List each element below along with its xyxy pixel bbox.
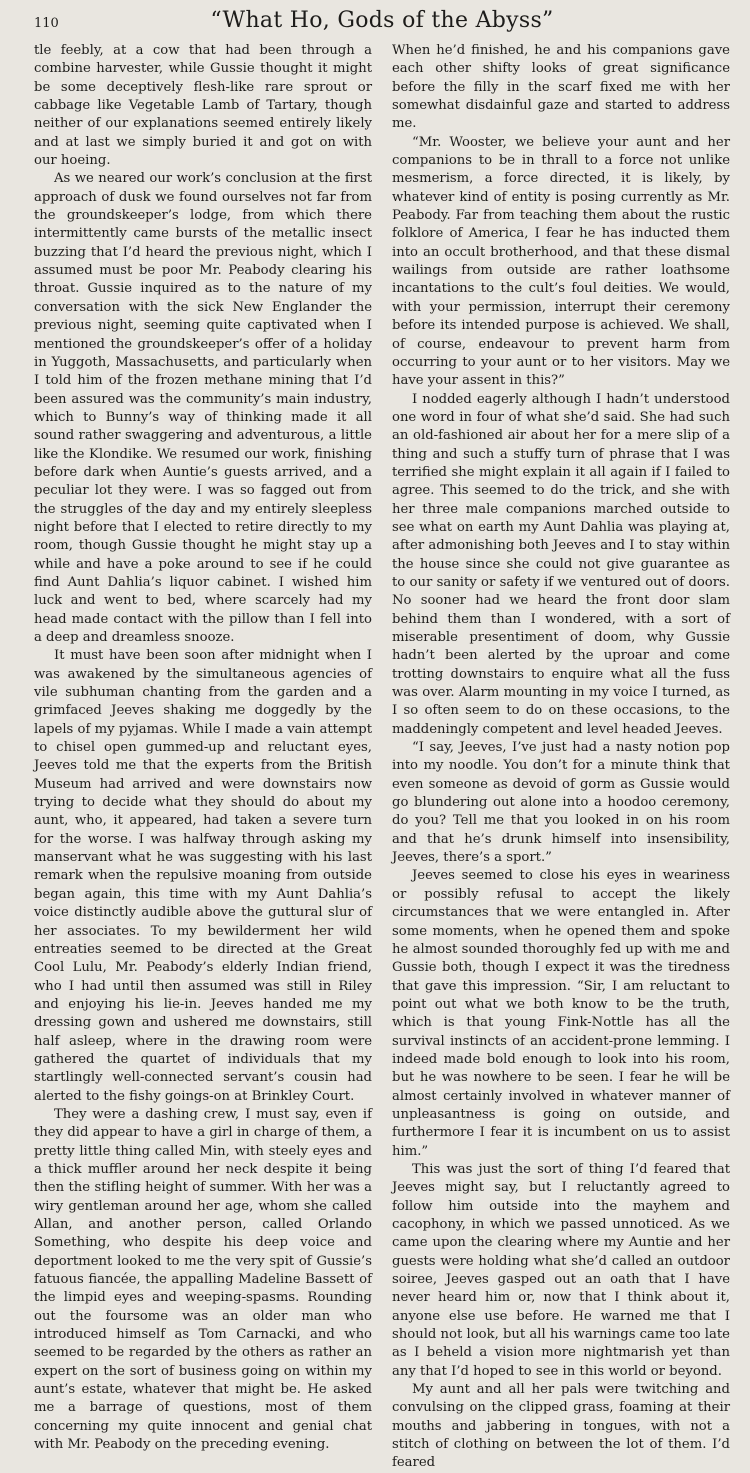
paragraph: “I say, Jeeves, I’ve just had a nasty notion pop into my noodle. You don’t for a minute think that even someone as devoid of gorm as Gussie would go blundering out alone into a hoodoo ceremony, do you? Tell me that you looked in on his room and that he’s drunk himself into insensibility, Jeeves, there’s a sport.”	[392, 740, 730, 866]
running-title: “What Ho, Gods of the Abyss”	[210, 8, 554, 33]
paragraph: Jeeves seemed to close his eyes in weariness or possibly refusal to accept the likely circumstances that we were entangled in. After some moments, when he opened them and spoke he almost sounded thoroughly fed up with me and Gussie both, though I expect it was the tiredness that gave this impression. “Sir, I am reluctant to point out what we both know to be the truth, which is that young Fink-Nottle has all the survival instincts of an accident-prone lemming. I indeed made bold enough to look into his room, but he was nowhere to be seen. I fear he will be almost certainly involved in whatever manner of unpleasantness is going on outside, and furthermore I fear it is incumbent on us to assist him.”	[392, 868, 730, 1159]
page-header	[34, 8, 730, 38]
paragraph: I nodded eagerly although I hadn’t understood one word in four of what she’d said. She had such an old-fashioned air about her for a mere slip of a thing and such a stuffy turn of phrase that I was terrified she might explain it all again if I failed to agree. This seemed to do the trick, and she with her three male companions marched outside to see what on earth my Aunt Dahlia was playing at, after admonishing both Jeeves and I to stay within the house since she could not give guarantee as to our sanity or safety if we ventured out of doors. No sooner had we heard the front door slam behind them than I wondered, with a sort of miserable presentiment of doom, why Gussie hadn’t been alerted by the uproar and come trotting downstairs to enquire what all the fuss was over. Alarm mounting in my voice I turned, as I so often seem to do on these occasions, to the maddeningly competent and level headed Jeeves.	[392, 391, 730, 737]
paragraph: This was just the sort of thing I’d feared that Jeeves might say, but I reluctantly agreed to follow him outside into the mayhem and cacophony, in which we passed unnoticed. As we came upon the clearing where my Auntie and her guests were holding what she’d called an outdoor soiree, Jeeves gasped out an oath that I have never heard him or, now that I think about it, anyone else use before. He warned me that I should not look, but all his warnings came too late as I beheld a vision more nightmarish yet than any that I’d hoped to see in this world or beyond.	[392, 1161, 730, 1379]
paragraph: As we neared our work’s conclusion at the first approach of dusk we found ourselves not far from the groundskeeper’s lodge, from which there intermittently came bursts of the metallic insect buzzing that I’d heard the previous night, which I assumed must be poor Mr. Peabody clearing his throat. Gussie inquired as to the nature of my conversation with the sick New Englander the previous night, seeming quite captivated when I mentioned the groundskeeper’s offer of a holiday in Yuggoth, Massachusetts, and particularly when I told him of the frozen methane mining that I’d been assured was the community’s main industry, which to Bunny’s way of thinking made it all sound rather swaggering and adventurous, a little like the Klondike. We resumed our work, finishing before dark when Auntie’s guests arrived, and a peculiar lot they were. I was so fagged out from the struggles of the day and my entirely sleepless night before that I elected to retire directly to my room, though Gussie thought he might stay up a while and have a poke around to see if he could find Aunt Dahlia’s liquor cabinet. I wished him luck and went to bed, where scarcely had my head made contact with the pillow than I fell into a deep and dreamless snooze.	[34, 171, 372, 645]
page-number: 110	[34, 16, 59, 31]
paragraph: “Mr. Wooster, we believe your aunt and her companions to be in thrall to a force not unlike mesmerism, a force directed, it is likely, by whatever kind of entity is posing currently as Mr. Peabody. Far from teaching them about the rustic folklore of America, I fear he has inducted them into an occult brotherhood, and that these dismal wailings from outside are rather loathsome incantations to the cult’s foul deities. We would, with your permission, interrupt their ceremony before its intended purpose is achieved. We shall, of course, endeavour to prevent harm from occurring to your aunt or to her visitors. May we have your assent in this?”	[392, 134, 730, 389]
paragraph: It must have been soon after midnight when I was awakened by the simultaneous agencies of vile subhuman chanting from the garden and a grimfaced Jeeves shaking me doggedly by the lapels of my pyjamas. While I made a vain attempt to chisel open gummed-up and reluctant eyes, Jeeves told me that the experts from the British Museum had arrived and were downstairs now trying to decide what they should do about my aunt, who, it appeared, had taken a severe turn for the worse. I was halfway through asking my manservant what he was suggesting with his last remark when the repulsive moaning from outside began again, this time with my Aunt Dahlia’s voice distinctly audible above the guttural slur of her associates. To my bewilderment her wild entreaties seemed to be directed at the Great Cool Lulu, Mr. Peabody’s elderly Indian friend, who I had until then assumed was still in Riley and enjoying his lie-in. Jeeves handed me my dressing gown and ushered me downstairs, still half asleep, where in the drawing room were gathered the quartet of individuals that my startlingly well-connected servant’s cousin had alerted to the fishy goings-on at Brinkley Court.	[34, 648, 372, 1104]
paragraph: tle feebly, at a cow that had been through a combine harvester, while Gussie thought it might be some deceptively flesh-like rare sprout or cabbage like Vegetable Lamb of Tartary, though neither of our explanations seemed entirely likely and at last we simply buried it and got on with our hoeing.	[34, 43, 372, 169]
right-column	[392, 42, 730, 1473]
paragraph: When he’d finished, he and his companions gave each other shifty looks of great significance before the filly in the scarf fixed me with her somewhat disdainful gaze and started to address me.	[392, 43, 730, 132]
paragraph: My aunt and all her pals were twitching and convulsing on the clipped grass, foaming at their mouths and jabbering in tongues, with not a stitch of clothing on between the lot of them. I’d feared	[392, 1382, 730, 1471]
text-columns	[34, 42, 730, 1473]
left-column	[34, 42, 372, 1473]
paragraph: They were a dashing crew, I must say, even if they did appear to have a girl in charge of them, a pretty little thing called Min, with steely eyes and a thick muffler around her neck despite it being then the stifling height of summer. With her was a wiry gentleman around her age, whom she called Allan, and another person, called Orlando Something, who despite his deep voice and deportment looked to me the very spit of Gussie’s fatuous fiancée, the appalling Madeline Bassett of the limpid eyes and weeping-spasms. Rounding out the foursome was an older man who introduced himself as Tom Carnacki, and who seemed to be regarded by the others as rather an expert on the sort of business going on within my aunt’s estate, whatever that might be. He asked me a barrage of questions, most of them concerning my quite innocent and genial chat with Mr. Peabody on the preceding evening.	[34, 1106, 372, 1453]
